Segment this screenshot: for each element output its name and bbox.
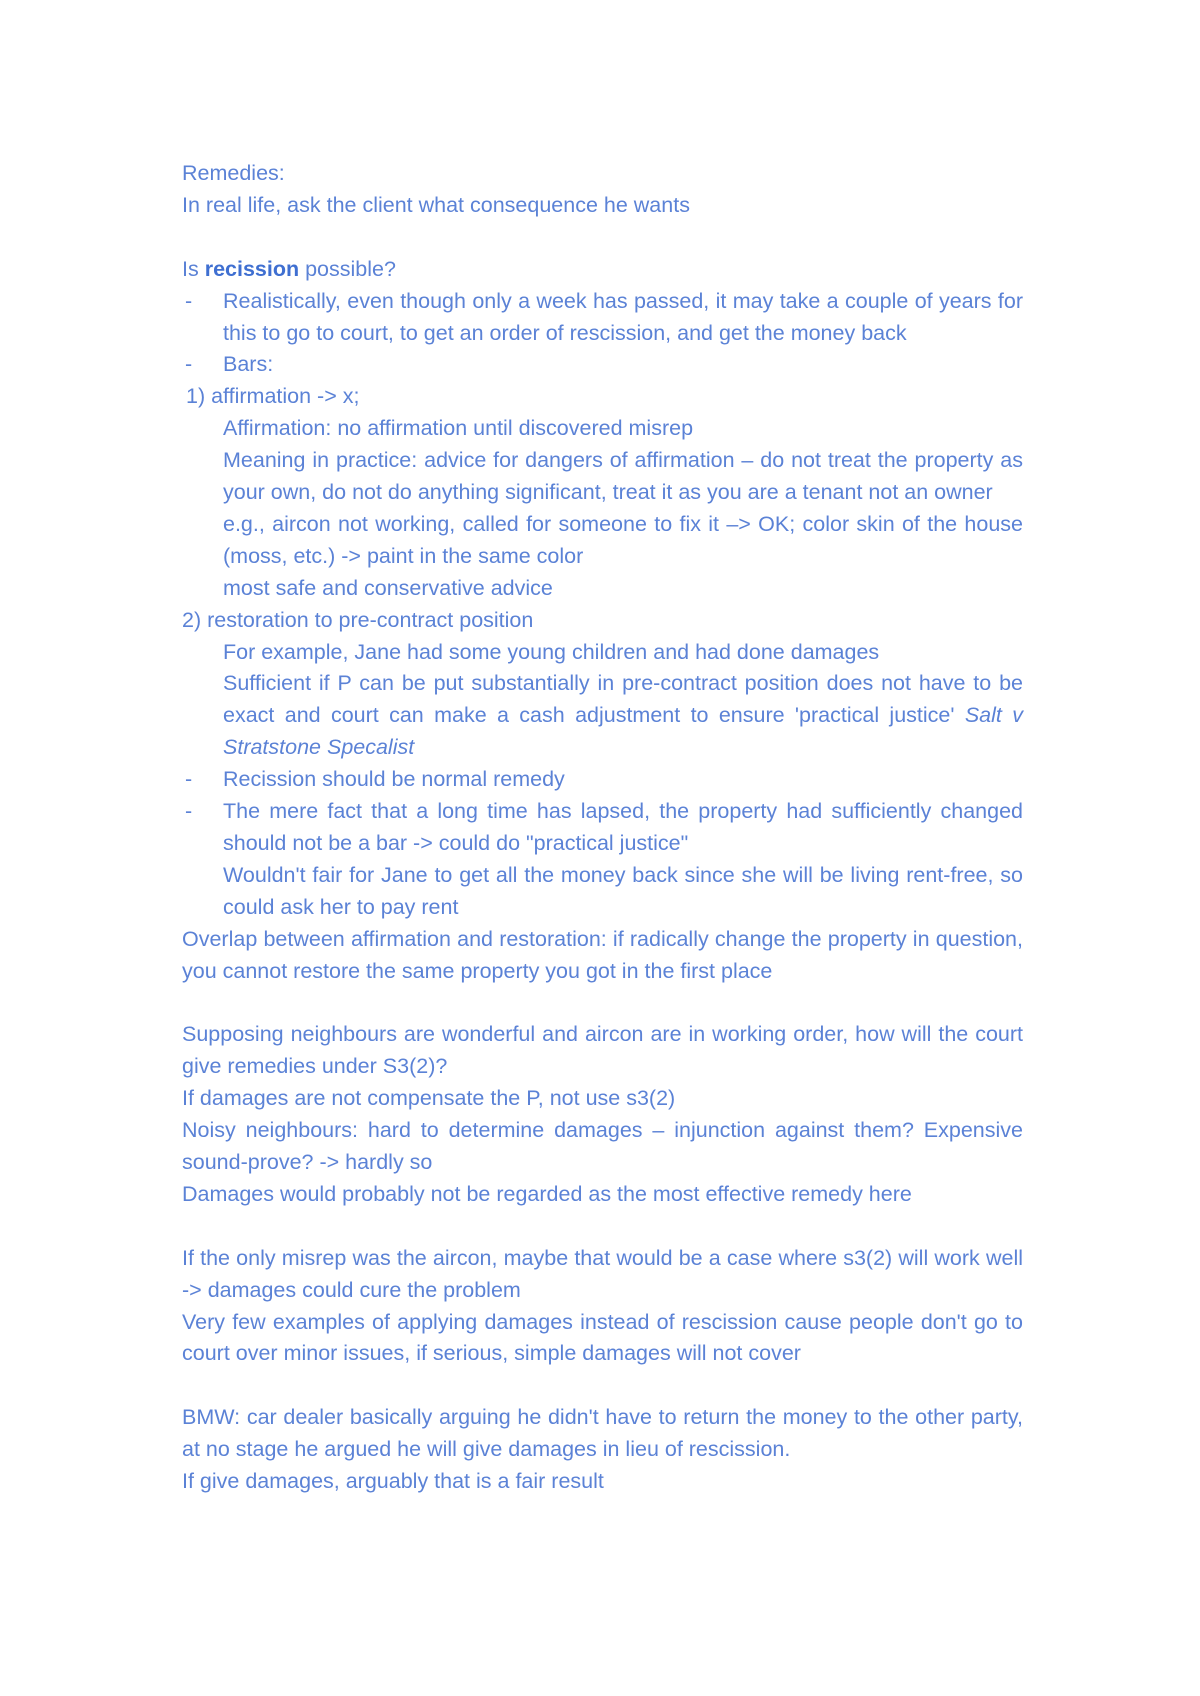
- bullet-lapsed-text: The mere fact that a long time has lapsed, the property had sufficiently changed should not be a bar -> could do "practical justice": [223, 799, 1023, 856]
- spacer: [182, 222, 1023, 254]
- document-body: [182, 158, 1023, 1498]
- question-line: [182, 254, 1023, 286]
- bar2-sufficient-text: Sufficient if P can be put substantially in pre-contract position does not have to be exact and court can make a cash adjustment to ensure 'practical justice': [223, 671, 1023, 728]
- noisy-paragraph: Noisy neighbours: hard to determine damages – injunction against them? Expensive sound-prove? -> hardly so: [182, 1118, 1023, 1175]
- spacer: [182, 1211, 1023, 1243]
- case-citation: Salt v Stratstone Specalist: [223, 703, 1023, 760]
- only-misrep-paragraph: If the only misrep was the aircon, maybe that would be a case where s3(2) will work well -> damages could cure the problem: [182, 1245, 1023, 1302]
- dash-marker: -: [185, 352, 193, 377]
- bar1-safe: most safe and conservative advice: [223, 575, 553, 600]
- dash-marker: -: [185, 767, 193, 792]
- bar1-meaning: Meaning in practice: advice for dangers of affirmation – do not treat the property as your own, do not do anything significant, treat it as you are a tenant not an owner: [223, 448, 1023, 505]
- bullet-bars-text: Bars:: [223, 352, 274, 377]
- bar1-heading: 1) affirmation -> x;: [186, 384, 360, 409]
- spacer: [182, 988, 1023, 1020]
- question-pre: Is: [182, 256, 205, 281]
- intro-line: In real life, ask the client what consequence he wants: [182, 192, 690, 217]
- damages-not-line: Damages would probably not be regarded as the most effective remedy here: [182, 1181, 912, 1206]
- bullet-bars: [182, 349, 1023, 381]
- overlap-paragraph: Overlap between affirmation and restoration: if radically change the property in question, you cannot restore the same property you got in the first place: [182, 926, 1023, 983]
- question-keyword: recission: [204, 256, 300, 281]
- dash-marker: -: [185, 799, 193, 824]
- bmw-paragraph: BMW: car dealer basically arguing he didn't have to return the money to the other party, at no stage he argued he will give damages in lieu of rescission.: [182, 1405, 1023, 1462]
- bullet-normal: [182, 764, 1023, 796]
- dash-marker: -: [185, 288, 193, 313]
- bar2-example: For example, Jane had some young children and had done damages: [223, 639, 880, 664]
- bullet-normal-text: Recission should be normal remedy: [223, 767, 565, 792]
- bar2-sufficient: [182, 668, 1023, 764]
- supposing-paragraph: Supposing neighbours are wonderful and aircon are in working order, how will the court give remedies under S3(2)?: [182, 1022, 1023, 1079]
- bullet-realistic: [182, 286, 1023, 350]
- question-post: possible?: [299, 256, 396, 281]
- bullet-lapsed: [182, 796, 1023, 860]
- heading-remedies: Remedies:: [182, 161, 285, 185]
- if-damages-line: If damages are not compensate the P, not use s3(2): [182, 1086, 676, 1111]
- bar1-example: e.g., aircon not working, called for someone to fix it –> OK; color skin of the house (moss, etc.) -> paint in the same color: [223, 511, 1023, 568]
- bar2-heading: 2) restoration to pre-contract position: [182, 607, 534, 632]
- lapsed-rent: Wouldn't fair for Jane to get all the money back since she will be living rent-free, so could ask her to pay rent: [223, 862, 1023, 919]
- fair-line: If give damages, arguably that is a fair result: [182, 1469, 604, 1494]
- very-few-paragraph: Very few examples of applying damages instead of rescission cause people don't go to court over minor issues, if serious, simple damages will not cover: [182, 1309, 1023, 1366]
- bar1-affirmation: Affirmation: no affirmation until discovered misrep: [223, 416, 694, 441]
- bullet-realistic-text: Realistically, even though only a week has passed, it may take a couple of years for this to go to court, to get an order of rescission, and get the money back: [223, 288, 1023, 345]
- spacer: [182, 1370, 1023, 1402]
